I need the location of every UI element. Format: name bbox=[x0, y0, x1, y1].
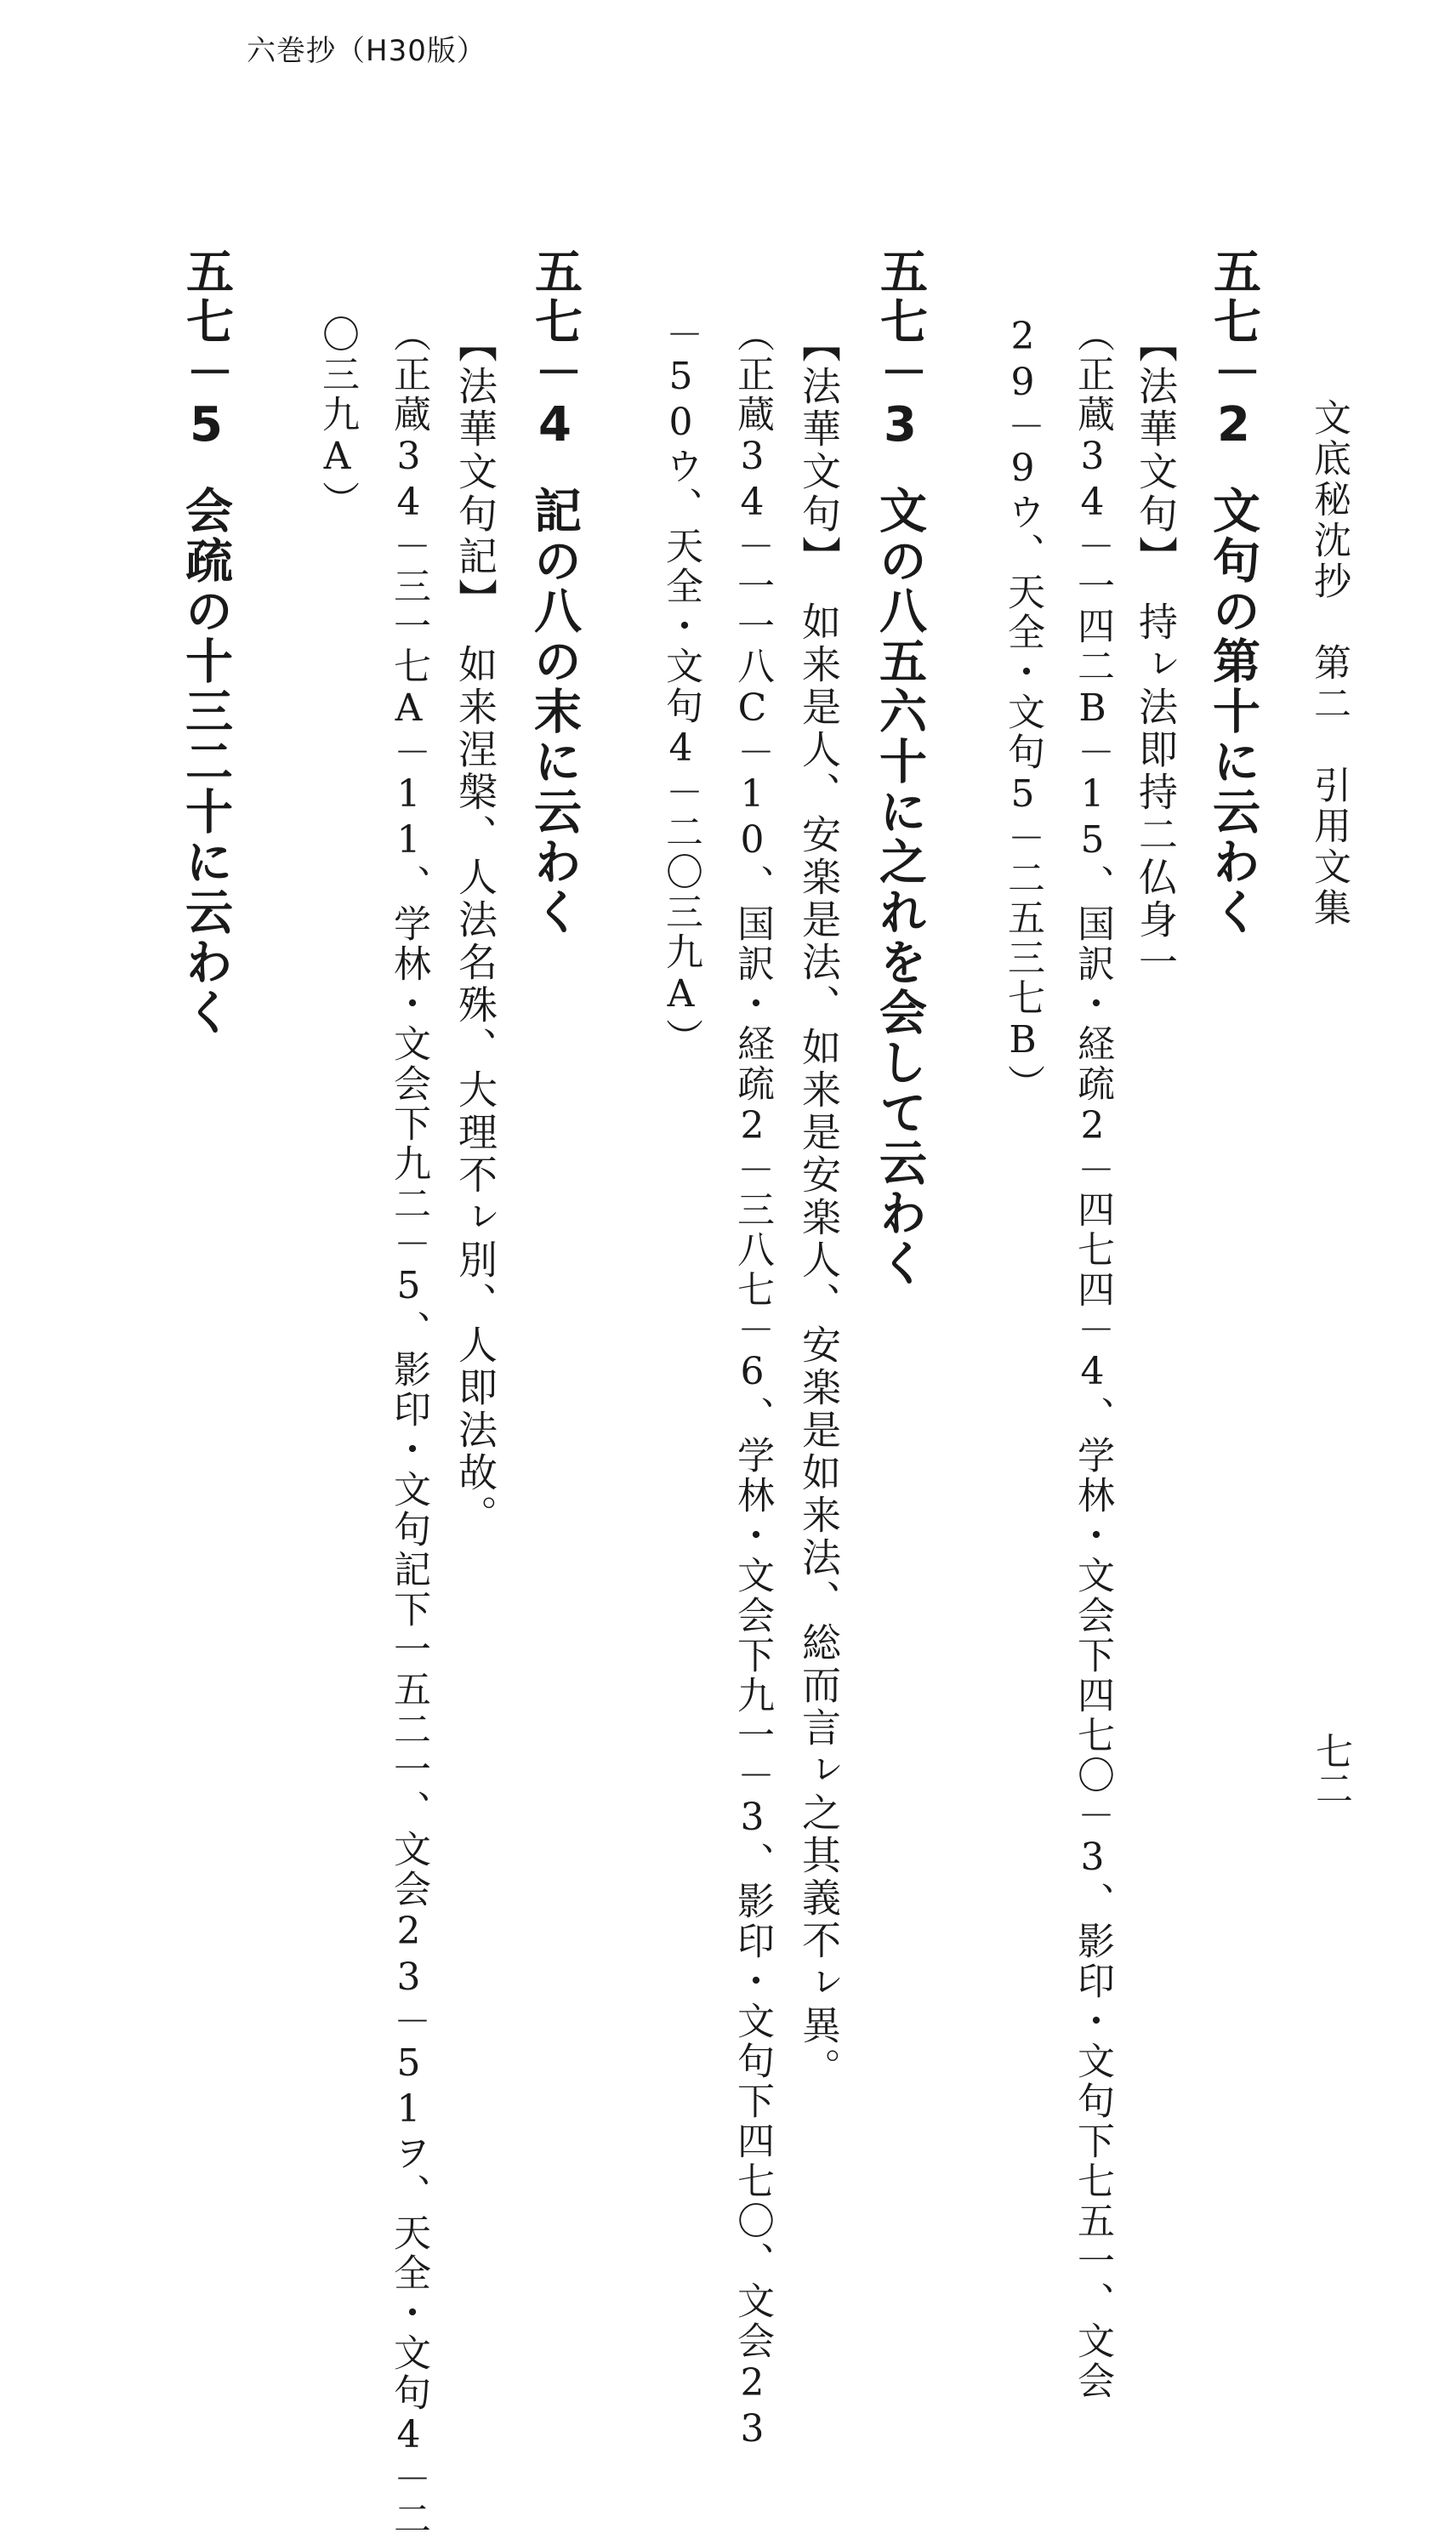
entry-heading bbox=[526, 247, 583, 937]
page-number: 七二 bbox=[1309, 1732, 1352, 1807]
entry-title: 文の八五六十に之れを会して云わく bbox=[872, 486, 928, 1289]
reference-line: 29－9ウ、天全・文句5－二五三七B） bbox=[1001, 315, 1044, 1104]
reference-line: －50ウ、天全・文句4－二〇三九A） bbox=[659, 315, 702, 1058]
running-head: 文底秘沈抄 第二 引用文集 bbox=[1307, 398, 1351, 929]
entry-number: 五七－3 bbox=[873, 247, 928, 455]
reference-line: （正蔵34－一四二B－15、国訳・経疏2－四七四－4、学林・文会下四七〇－3、影印・文句下七五一、文会 bbox=[1071, 315, 1114, 2401]
source-label: 【法華文句】 bbox=[796, 323, 842, 559]
entry-number: 五七－5 bbox=[179, 247, 234, 455]
entry-quote-line bbox=[452, 323, 498, 1537]
source-label: 【法華文句】 bbox=[1133, 323, 1179, 559]
entry-title: 記の八の末に云わく bbox=[526, 486, 583, 937]
reference-line: 〇三九A） bbox=[316, 315, 359, 521]
entry-number: 五七－2 bbox=[1206, 247, 1261, 455]
quote-text: 如来涅槃、人法名殊、大理不ㇾ別、人即法故。 bbox=[452, 644, 498, 1537]
reference-line: （正蔵34－三一七A－11、学林・文会下九二－5、影印・文句記下一五二一、文会23－51ヲ、天全・文句4－二 bbox=[387, 315, 430, 2539]
reference-line: （正蔵34－一一八C－10、国訳・経疏2－三八七－6、学林・文会下九一－3、影印・文句下四七〇、文会23 bbox=[731, 315, 774, 2453]
entry-heading bbox=[178, 247, 234, 1038]
entry-title: 文句の第十に云わく bbox=[1205, 486, 1261, 937]
quote-text: 持ㇾ法即持二仏身一 bbox=[1133, 601, 1179, 984]
source-label: 【法華文句記】 bbox=[452, 323, 498, 601]
entry-title: 会疏の十三二十に云わく bbox=[178, 486, 234, 1038]
quote-text: 如来是人、安楽是法、如来是安楽人、安楽是如来法、総而言ㇾ之其義不ㇾ異。 bbox=[796, 601, 842, 2090]
entry-heading bbox=[872, 247, 928, 1289]
header-label: 六巻抄（H30版） bbox=[247, 34, 486, 68]
entry-quote-line bbox=[1133, 323, 1179, 984]
entry-quote-line bbox=[796, 323, 842, 2090]
entry-number: 五七－4 bbox=[527, 247, 583, 455]
entry-heading bbox=[1205, 247, 1261, 937]
